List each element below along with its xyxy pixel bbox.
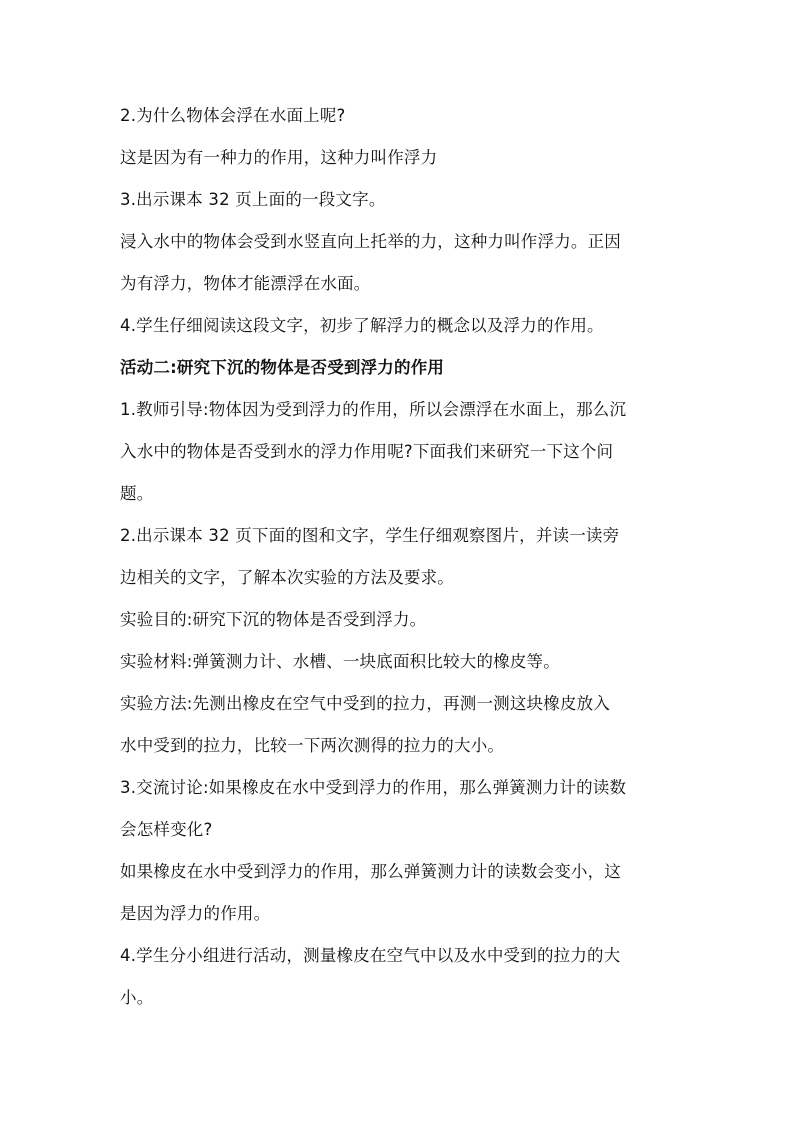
text-line: 为有浮力，物体才能漂浮在水面。	[120, 274, 371, 293]
text-line: 2.出示课本 32 页下面的图和文字，学生仔细观察图片，并读一读旁	[120, 526, 620, 545]
section-heading: 活动二:研究下沉的物体是否受到浮力的作用	[120, 358, 445, 377]
text-line: 题。	[120, 484, 154, 503]
text-line: 边相关的文字，了解本次实验的方法及要求。	[120, 568, 454, 587]
text-line: 实验目的:研究下沉的物体是否受到浮力。	[120, 610, 427, 629]
text-line: 会怎样变化?	[120, 820, 213, 839]
text-line: 3.交流讨论:如果橡皮在水中受到浮力的作用，那么弹簧测力计的读数	[120, 778, 627, 797]
text-line: 这是因为有一种力的作用，这种力叫作浮力	[120, 148, 438, 167]
text-line: 4.学生仔细阅读这段文字，初步了解浮力的概念以及浮力的作用。	[120, 316, 604, 335]
text-line: 实验方法:先测出橡皮在空气中受到的拉力，再测一测这块橡皮放入	[120, 694, 611, 713]
text-line: 水中受到的拉力，比较一下两次测得的拉力的大小。	[120, 736, 505, 755]
text-line: 2.为什么物体会浮在水面上呢?	[120, 106, 346, 125]
text-line: 小。	[120, 988, 154, 1007]
text-line: 3.出示课本 32 页上面的一段文字。	[120, 190, 386, 209]
text-line: 4.学生分小组进行活动，测量橡皮在空气中以及水中受到的拉力的大	[120, 946, 621, 965]
text-line: 1.教师引导:物体因为受到浮力的作用，所以会漂浮在水面上，那么沉	[120, 400, 627, 419]
text-line: 入水中的物体是否受到水的浮力作用呢?下面我们来研究一下这个问	[120, 442, 614, 461]
text-line: 如果橡皮在水中受到浮力的作用，那么弹簧测力计的读数会变小，这	[120, 862, 621, 881]
text-line: 实验材料:弹簧测力计、水槽、一块底面积比较大的橡皮等。	[120, 652, 560, 671]
text-line: 浸入水中的物体会受到水竖直向上托举的力，这种力叫作浮力。正因	[120, 232, 621, 251]
text-line: 是因为浮力的作用。	[120, 904, 271, 923]
